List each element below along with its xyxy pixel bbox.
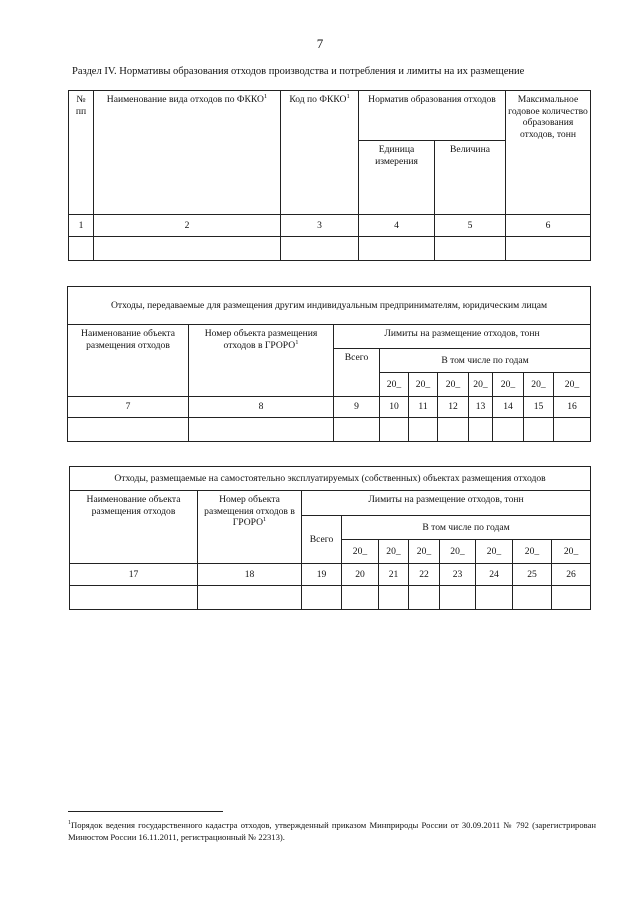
col-number: 8 — [189, 397, 334, 418]
table-row — [69, 237, 591, 261]
col-number: 4 — [359, 215, 435, 237]
table-caption: Отходы, передаваемые для размещения другим индивидуальным предпринимателям, юридическим лицам — [68, 287, 591, 325]
header-total: Всего — [334, 349, 380, 397]
col-number: 2 — [94, 215, 281, 237]
header-waste-name: Наименование вида отходов по ФККО$^1$ — [94, 91, 281, 215]
header-max-amount: Максимальное годовое количество образования отходов, тонн — [506, 91, 591, 215]
year-cell: 20_ — [554, 373, 591, 397]
section-title: Раздел IV. Нормативы образования отходов производства и потребления и лимиты на их размещение — [72, 66, 525, 77]
col-number: 23 — [440, 564, 476, 586]
col-number: 18 — [198, 564, 302, 586]
header-unit: Единица измерения — [359, 141, 435, 215]
header-by-years: В том числе по годам — [342, 516, 591, 540]
footnote-text: Порядок ведения государственного кадастра отходов, утвержденный приказом Минприроды России от 30.09.2011 № 792 (зарегистрирован Минюстом России 16.11.2011, регистрационный № 22313). — [68, 820, 596, 843]
year-cell: 20_ — [440, 540, 476, 564]
transferred-waste-table — [67, 286, 591, 442]
col-number: 1 — [69, 215, 94, 237]
year-cell: 20_ — [438, 373, 469, 397]
col-number: 20 — [342, 564, 379, 586]
col-number: 10 — [380, 397, 409, 418]
col-number: 17 — [70, 564, 198, 586]
waste-norms-table — [68, 90, 591, 261]
col-number: 9 — [334, 397, 380, 418]
col-number: 14 — [493, 397, 524, 418]
col-number: 11 — [409, 397, 438, 418]
year-cell: 20_ — [476, 540, 513, 564]
table-row — [68, 418, 591, 442]
header-object-name: Наименование объекта размещения отходов — [68, 325, 189, 397]
footnote: $^1$Порядок ведения государственного кадастра отходов, утвержденный приказом Минприроды России от 30.09.2011 № 792 (зарегистрирован Минюстом России 16.11.2011, регистрационный № 22313). — [68, 820, 596, 843]
table-caption: Отходы, размещаемые на самостоятельно эксплуатируемых (собственных) объектах размещения отходов — [70, 467, 591, 491]
year-cell: 20_ — [513, 540, 552, 564]
col-number: 21 — [379, 564, 409, 586]
col-number: 22 — [409, 564, 440, 586]
year-cell: 20_ — [524, 373, 554, 397]
col-number: 25 — [513, 564, 552, 586]
header-total: Всего — [302, 516, 342, 564]
col-number: 3 — [281, 215, 359, 237]
col-number: 15 — [524, 397, 554, 418]
header-num: № пп — [69, 91, 94, 215]
col-number: 7 — [68, 397, 189, 418]
header-norm: Норматив образования отходов — [359, 91, 506, 141]
year-cell: 20_ — [409, 373, 438, 397]
year-cell: 20_ — [469, 373, 493, 397]
col-number: 13 — [469, 397, 493, 418]
header-limits: Лимиты на размещение отходов, тонн — [334, 325, 591, 349]
header-value: Величина — [435, 141, 506, 215]
header-limits: Лимиты на размещение отходов, тонн — [302, 491, 591, 516]
page-number: 7 — [316, 36, 324, 51]
header-groro-number: Номер объекта размещения отходов в ГРОРО$^1$ — [189, 325, 334, 397]
col-number: 5 — [435, 215, 506, 237]
year-cell: 20_ — [493, 373, 524, 397]
col-number: 19 — [302, 564, 342, 586]
footnote-divider — [68, 811, 223, 812]
header-by-years: В том числе по годам — [380, 349, 591, 373]
year-cell: 20_ — [409, 540, 440, 564]
header-groro-number: Номер объекта размещения отходов в ГРОРО$^1$ — [198, 491, 302, 564]
year-cell: 20_ — [342, 540, 379, 564]
col-number: 26 — [552, 564, 591, 586]
header-fkko-code: Код по ФККО$^1$ — [281, 91, 359, 215]
table-row — [70, 586, 591, 610]
year-cell: 20_ — [379, 540, 409, 564]
col-number: 24 — [476, 564, 513, 586]
col-number: 12 — [438, 397, 469, 418]
col-number: 6 — [506, 215, 591, 237]
year-cell: 20_ — [380, 373, 409, 397]
year-cell: 20_ — [552, 540, 591, 564]
header-object-name: Наименование объекта размещения отходов — [70, 491, 198, 564]
own-facilities-waste-table — [69, 466, 591, 610]
col-number: 16 — [554, 397, 591, 418]
